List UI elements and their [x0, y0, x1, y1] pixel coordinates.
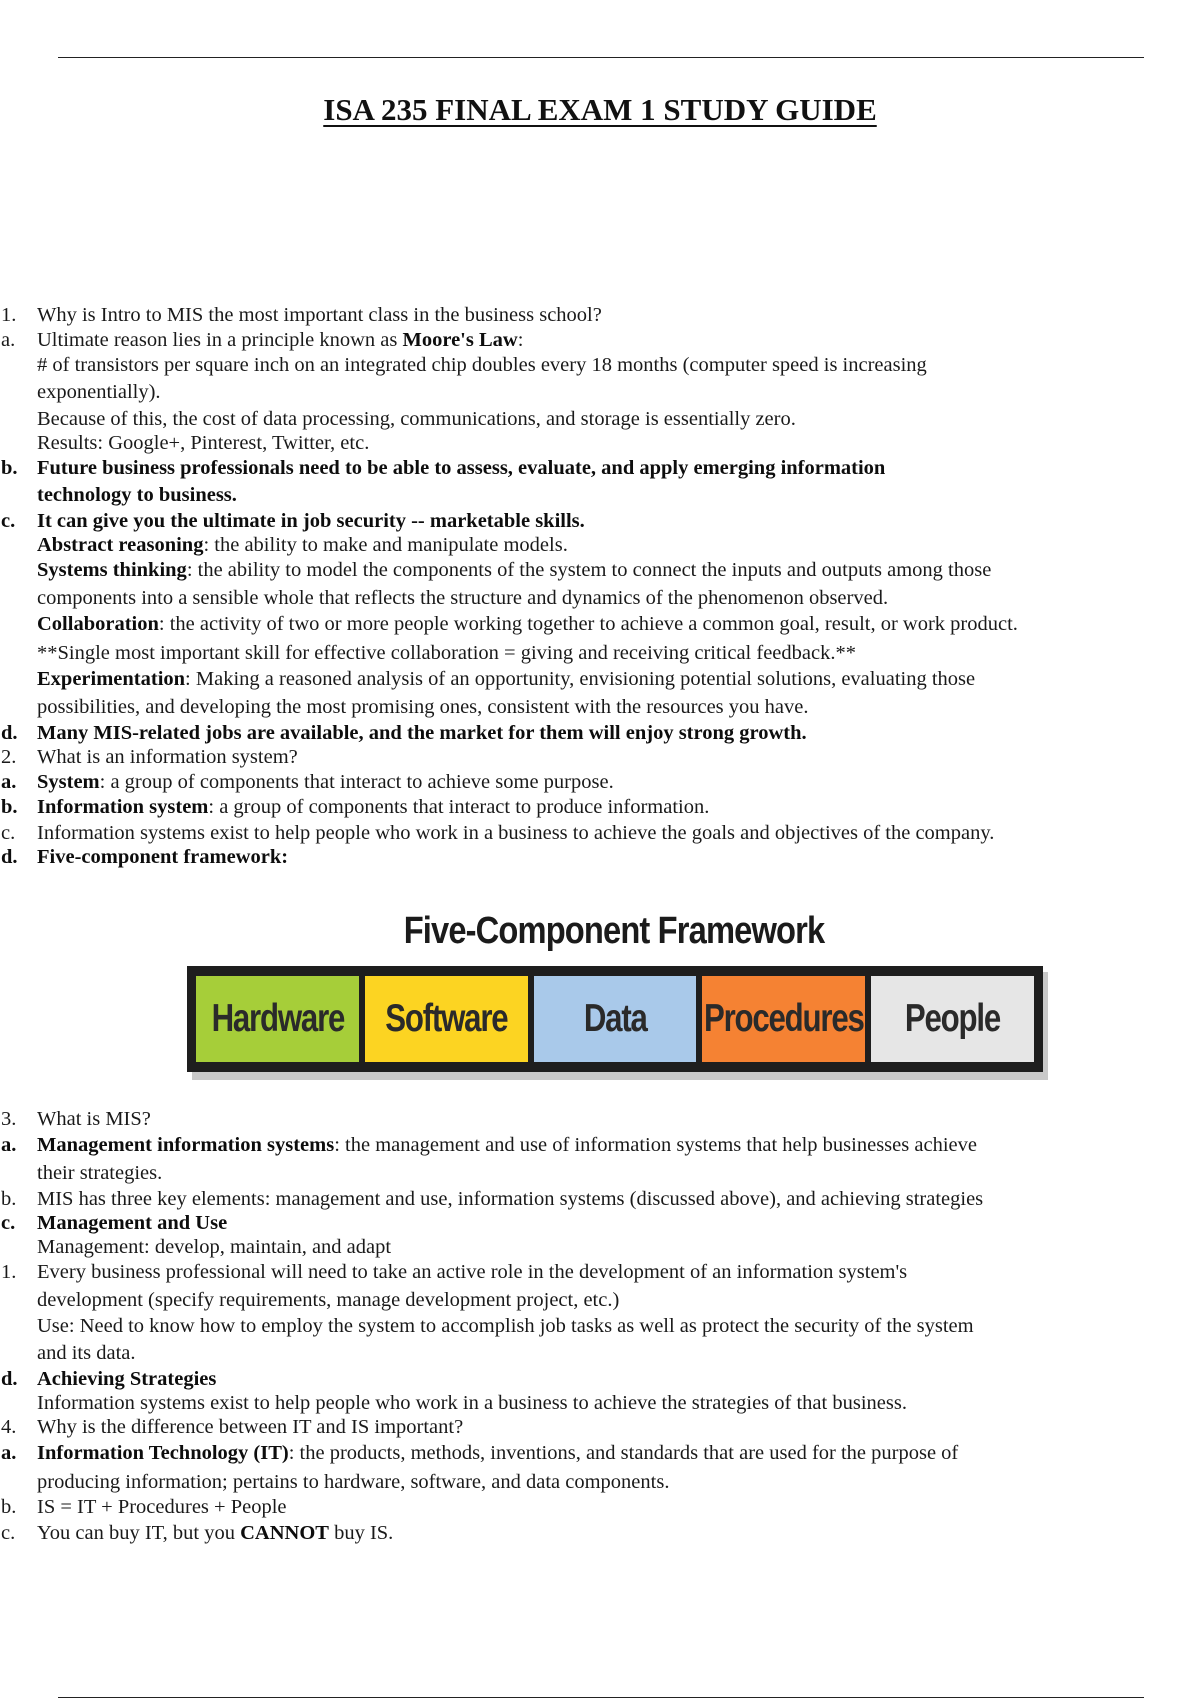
- text-line: [1, 1107, 1197, 1131]
- text-line: [37, 533, 1197, 557]
- list-marker: d.: [1, 1368, 18, 1390]
- text-line: [1, 1211, 1197, 1235]
- text-segment: Results: Google+, Pinterest, Twitter, etc.: [37, 432, 370, 454]
- text-line: [1, 328, 1197, 352]
- text-segment: What is MIS?: [37, 1108, 151, 1130]
- text-line: [37, 1235, 1197, 1259]
- bold-term: Abstract reasoning: [37, 534, 204, 556]
- text-segment: buy IS.: [328, 1522, 394, 1544]
- text-line: [37, 380, 1197, 404]
- text-segment: : a group of components that interact to achieve some purpose.: [99, 771, 614, 793]
- bold-term: Management information systems: [37, 1134, 335, 1156]
- list-marker: 1.: [1, 304, 17, 326]
- framework-diagram: [187, 966, 1043, 1072]
- text-segment: producing information; pertains to hardware, software, and data components.: [37, 1471, 670, 1493]
- top-rule: [58, 57, 1144, 58]
- text-segment: Every business professional will need to take an active role in the development of an information system's: [37, 1261, 908, 1283]
- text-segment: Because of this, the cost of data processing, communications, and storage is essentially zero.: [37, 408, 796, 430]
- list-marker: c.: [1, 822, 16, 844]
- text-line: [37, 407, 1197, 431]
- text-segment: possibilities, and developing the most promising ones, consistent with the resources you have.: [37, 696, 809, 718]
- list-marker: 4.: [1, 1416, 17, 1438]
- bold-term: System: [37, 771, 100, 793]
- list-marker: 1.: [1, 1261, 17, 1283]
- bold-term: Achieving Strategies: [37, 1368, 217, 1390]
- text-segment: You can buy IT, but you: [37, 1522, 241, 1544]
- list-marker: c.: [1, 1522, 16, 1544]
- bold-term: Many MIS-related jobs are available, and the market for them will enjoy strong growth.: [37, 722, 807, 744]
- text-segment: Information systems exist to help people who work in a business to achieve the strategies of that business.: [37, 1392, 907, 1414]
- text-segment: MIS has three key elements: management and use, information systems (discussed above), and achieving strategies: [37, 1188, 984, 1210]
- text-line: [37, 612, 1197, 636]
- bold-term: CANNOT: [240, 1522, 329, 1544]
- text-line: [37, 1314, 1197, 1338]
- list-marker: b.: [1, 1188, 17, 1210]
- framework-box-procedures: Procedures: [702, 976, 865, 1062]
- text-line: [37, 1470, 1197, 1494]
- list-marker: 2.: [1, 746, 17, 768]
- bold-term: It can give you the ultimate in job security -- marketable skills.: [37, 510, 585, 532]
- framework-title: Five-Component Framework: [403, 910, 825, 952]
- text-line: [1, 1441, 1197, 1465]
- text-segment: and its data.: [37, 1342, 136, 1364]
- bold-term: (IT): [248, 1442, 289, 1464]
- bold-term: Systems thinking: [37, 559, 187, 581]
- text-segment: Why is Intro to MIS the most important class in the business school?: [37, 304, 602, 326]
- text-segment: : the ability to make and manipulate models.: [203, 534, 568, 556]
- bold-term: Moore's Law: [402, 329, 518, 351]
- text-segment: development (specify requirements, manage development project, etc.): [37, 1289, 620, 1311]
- bold-term: Collaboration: [37, 613, 159, 635]
- text-segment: their strategies.: [37, 1162, 163, 1184]
- text-segment: : the ability to model the components of the system to connect the inputs and outputs among those: [186, 559, 992, 581]
- list-marker: d.: [1, 722, 18, 744]
- list-marker: b.: [1, 796, 18, 818]
- list-marker: 3.: [1, 1108, 17, 1130]
- framework-box-software: Software: [365, 976, 528, 1062]
- text-segment: What is an information system?: [37, 746, 298, 768]
- text-line: [1, 795, 1197, 819]
- list-marker: a.: [1, 1442, 17, 1464]
- text-line: [1, 845, 1197, 869]
- text-segment: Information systems exist to help people who work in a business to achieve the goals and objectives of the company.: [37, 822, 995, 844]
- text-segment: :: [517, 329, 524, 351]
- text-line: [1, 1415, 1197, 1439]
- text-segment: components into a sensible whole that reflects the structure and dynamics of the phenomenon observed.: [37, 587, 889, 609]
- list-marker: a.: [1, 329, 16, 351]
- framework-box-people: People: [871, 976, 1034, 1062]
- text-segment: : a group of components that interact to produce information.: [208, 796, 710, 818]
- bold-term: Information Technology: [37, 1442, 249, 1464]
- text-line: [1, 1495, 1197, 1519]
- framework-box-data: Data: [534, 976, 697, 1062]
- list-marker: a.: [1, 771, 17, 793]
- text-segment: : the products, methods, inventions, and standards that are used for the purpose of: [288, 1442, 959, 1464]
- text-segment: IS = IT + Procedures + People: [37, 1496, 287, 1518]
- text-line: [1, 1521, 1197, 1545]
- text-line: [1, 456, 1197, 480]
- text-segment: **Single most important skill for effective collaboration = giving and receiving critical feedback.**: [37, 642, 856, 664]
- bold-term: technology to business.: [37, 484, 237, 506]
- text-line: [37, 483, 1197, 507]
- page-title-text: ISA 235 FINAL EXAM 1 STUDY GUIDE: [323, 92, 877, 127]
- text-line: [1, 1260, 1197, 1284]
- framework-box-hardware: Hardware: [196, 976, 359, 1062]
- text-line: [37, 353, 1197, 377]
- text-segment: exponentially).: [37, 381, 161, 403]
- bold-term: Management and Use: [37, 1212, 228, 1234]
- list-marker: a.: [1, 1134, 17, 1156]
- bold-term: Future business professionals need to be able to assess, evaluate, and apply emerging information: [37, 457, 886, 479]
- text-line: [37, 1341, 1197, 1365]
- list-marker: d.: [1, 846, 18, 868]
- text-line: [1, 303, 1197, 327]
- page-title: [0, 92, 1200, 128]
- text-segment: # of transistors per square inch on an integrated chip doubles every 18 months (computer speed is increasing: [37, 354, 927, 376]
- text-line: [37, 1161, 1197, 1185]
- text-segment: : Making a reasoned analysis of an opportunity, envisioning potential solutions, evaluating those: [185, 668, 976, 690]
- bold-term: Experimentation: [37, 668, 186, 690]
- text-line: [1, 1367, 1197, 1391]
- bold-term: Five-component framework:: [37, 846, 289, 868]
- text-segment: Why is the difference between IT and IS important?: [37, 1416, 464, 1438]
- text-line: [37, 431, 1197, 455]
- list-marker: b.: [1, 457, 18, 479]
- text-line: [37, 586, 1197, 610]
- bold-term: Information system: [37, 796, 209, 818]
- text-segment: Management: develop, maintain, and adapt: [37, 1236, 392, 1258]
- text-line: [1, 1187, 1197, 1211]
- text-line: [1, 1133, 1197, 1157]
- text-line: [1, 509, 1197, 533]
- list-marker: b.: [1, 1496, 17, 1518]
- text-line: [37, 1288, 1197, 1312]
- text-segment: Use: Need to know how to employ the system to accomplish job tasks as well as protect the security of the system: [37, 1315, 974, 1337]
- text-line: [37, 1391, 1197, 1415]
- text-line: [37, 667, 1197, 691]
- list-marker: c.: [1, 510, 16, 532]
- text-segment: : the activity of two or more people working together to achieve a common goal, result, or work product.: [158, 613, 1018, 635]
- text-line: [1, 821, 1197, 845]
- list-marker: c.: [1, 1212, 16, 1234]
- text-segment: : the management and use of information systems that help businesses achieve: [334, 1134, 977, 1156]
- text-line: [37, 695, 1197, 719]
- text-line: [37, 641, 1197, 665]
- text-line: [1, 770, 1197, 794]
- text-line: [1, 745, 1197, 769]
- bottom-rule: [58, 1697, 1144, 1698]
- text-line: [37, 558, 1197, 582]
- text-segment: Ultimate reason lies in a principle known as: [37, 329, 403, 351]
- text-line: [1, 721, 1197, 745]
